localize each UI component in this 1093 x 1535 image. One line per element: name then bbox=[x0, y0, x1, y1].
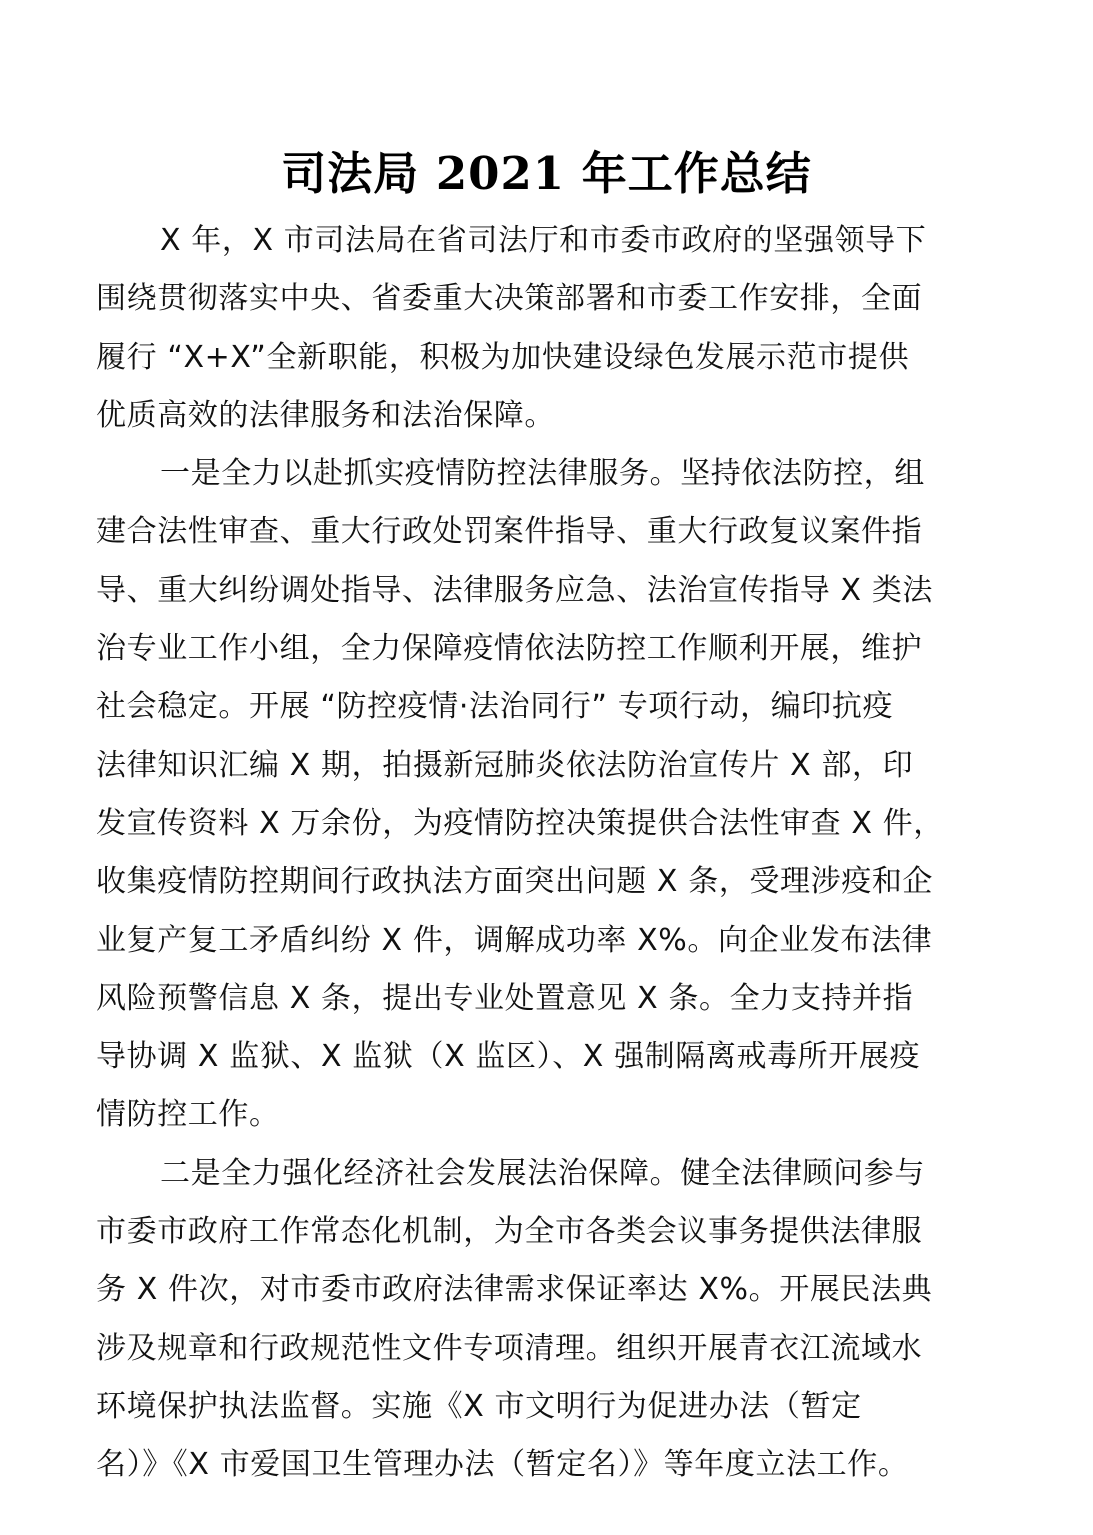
paragraph-1-line-3: 履行 “X+X”全新职能，积极为加快建设绿色发展示范市提供 bbox=[96, 339, 910, 375]
paragraph-2-line-12: 情防控工作。 bbox=[96, 1097, 280, 1133]
paragraph-2-line-5: 社会稳定。开展 “防控疫情·法治同行” 专项行动，编印抗疫 bbox=[96, 689, 894, 725]
paragraph-3-line-5: 环境保护执法监督。实施《X 市文明行为促进办法（暂定 bbox=[96, 1388, 862, 1424]
paragraph-1-line-1: X 年，X 市司法局在省司法厅和市委市政府的坚强领导下 bbox=[160, 223, 927, 258]
paragraph-3-line-2: 市委市政府工作常态化机制，为全市各类会议事务提供法律服 bbox=[96, 1214, 923, 1250]
paragraph-2-line-11: 导协调 X 监狱、X 监狱（X 监区）、X 强制隔离戒毒所开展疫 bbox=[96, 1039, 921, 1075]
paragraph-2-line-4: 治专业工作小组，全力保障疫情依法防控工作顺利开展，维护 bbox=[96, 631, 923, 667]
paragraph-2-line-1: 一是全力以赴抓实疫情防控法律服务。坚持依法防控，组 bbox=[160, 456, 925, 492]
paragraph-2-line-3: 导、重大纠纷调处指导、法律服务应急、法治宣传指导 X 类法 bbox=[96, 572, 934, 608]
document-body bbox=[96, 212, 1016, 1495]
paragraph-2-line-6: 法律知识汇编 X 期，拍摄新冠肺炎依法防治宣传片 X 部，印 bbox=[96, 747, 914, 783]
paragraph-1-line-2: 围绕贯彻落实中央、省委重大决策部署和市委工作安排，全面 bbox=[96, 281, 923, 317]
paragraph-2-line-2: 建合法性审查、重大行政处罚案件指导、重大行政复议案件指 bbox=[96, 514, 923, 550]
paragraph-2-line-9: 业复产复工矛盾纠纷 X 件，调解成功率 X%。向企业发布法律 bbox=[96, 922, 933, 958]
paragraph-3-line-6: 名）》《X 市爱国卫生管理办法（暂定名）》等年度立法工作。 bbox=[96, 1447, 909, 1483]
paragraph-3-line-3: 务 X 件次，对市委市政府法律需求保证率达 X%。开展民法典 bbox=[96, 1272, 933, 1308]
paragraph-2-line-7: 发宣传资料 X 万余份，为疫情防控决策提供合法性审查 X 件， bbox=[96, 805, 944, 841]
paragraph-2-line-8: 收集疫情防控期间行政执法方面突出问题 X 条，受理涉疫和企 bbox=[96, 864, 934, 900]
paragraph-3-line-4: 涉及规章和行政规范性文件专项清理。组织开展青衣江流域水 bbox=[96, 1330, 923, 1366]
paragraph-3-line-1: 二是全力强化经济社会发展法治保障。健全法律顾问参与 bbox=[160, 1155, 925, 1191]
paragraph-2-line-10: 风险预警信息 X 条，提出专业处置意见 X 条。全力支持并指 bbox=[96, 980, 914, 1016]
document-title: 司法局 2021 年工作总结 bbox=[281, 147, 812, 200]
paragraph-1-line-4: 优质高效的法律服务和法治保障。 bbox=[96, 397, 555, 433]
